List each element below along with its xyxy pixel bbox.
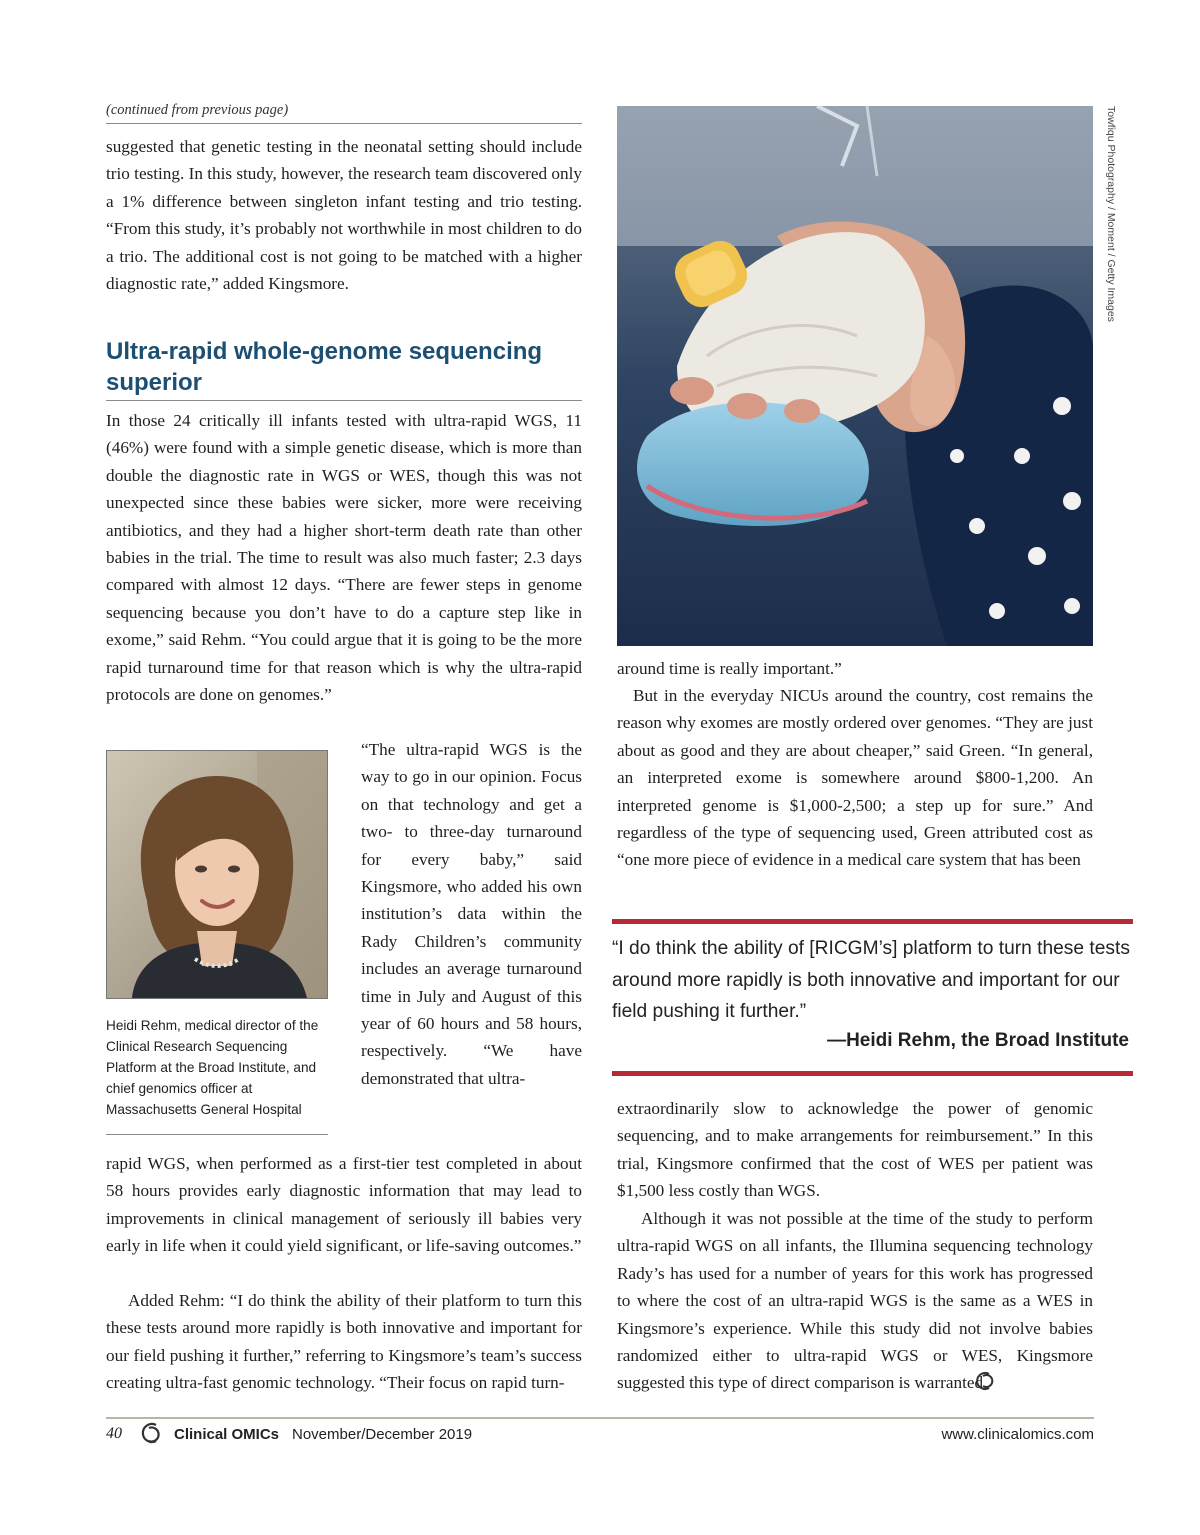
hero-photo <box>617 106 1093 646</box>
body-paragraph: around time is really important.” <box>617 659 842 678</box>
body-paragraph: But in the everyday NICUs around the country, cost remains the reason why exomes are mostly ordered over genomes. “They are just about as good and they are about cheaper,” said Green. “In general, an interpreted exome is somewhere around $800-1,200. An interpreted genome is $1,000-2,500; a step up for sure.” And regardless of the type of sequencing used, Green attributed cost as “one more piece of evidence in a medical care system that has been <box>617 686 1093 870</box>
pullquote-attribution: —Heidi Rehm, the Broad Institute <box>827 1030 1129 1051</box>
page-footer <box>106 1424 1094 1448</box>
continued-label: (continued from previous page) <box>106 102 582 124</box>
website-link[interactable]: www.clinicalomics.com <box>941 1426 1094 1443</box>
brand-name: Clinical OMICs <box>174 1426 280 1443</box>
portrait-illustration <box>107 751 327 998</box>
body-paragraph: rapid WGS, when performed as a first-tier test completed in about 58 hours provides early diagnostic information that may lead to improvements in clinical management of seriously ill babies very early in life when it could yield significant, or life-saving outcomes.” <box>106 1154 582 1256</box>
photo-credit: Towfiqu Photography / Moment / Getty Images <box>1105 106 1117 322</box>
body-paragraph: In those 24 critically ill infants tested with ultra-rapid WGS, 11 (46%) were found with a simple genetic disease, which is more than double the diagnostic rate in WGS or WES, though this was not unexpected since these babies were sicker, more were receiving antibiotics, and they had a higher short-term death rate than other babies in the trial. The time to result was also much faster; 2.3 days compared with almost 12 days. “There are fewer steps in genome sequencing because you don’t have to do a capture step like in exome,” said Rehm. “You could argue that it is going to be the more rapid turnaround time for that reason which is why the ultra-rapid protocols are done on genomes.” <box>106 411 582 705</box>
body-paragraph: “The ultra-rapid WGS is the way to go in our opinion. Focus on that technology and get a two- to three-day turnaround for every baby,” said Kingsmore, who added his own institution’s data within the Rady Children’s community includes an average turnaround time in July and August of this year of 60 hours and 58 hours, respectively. “We have demonstrated that ultra- <box>361 740 582 1088</box>
pullquote-text: “I do think the ability of [RICGM’s] platform to turn these tests around more rapidly is both innovative and important for our field pushing it further.” <box>612 938 1130 1022</box>
portrait-caption: Heidi Rehm, medical director of the Clinical Research Sequencing Platform at the Broad Institute, and chief genomics officer at Massachusetts General Hospital <box>106 1015 328 1135</box>
section-heading: Ultra-rapid whole-genome sequencing superior <box>106 336 582 401</box>
page-number: 40 <box>106 1425 122 1442</box>
portrait-photo <box>106 750 328 999</box>
pullquote-rule-bottom <box>612 1071 1133 1076</box>
brand-logo-icon <box>138 1421 168 1447</box>
pullquote-rule-top <box>612 919 1133 924</box>
infant-iv-illustration <box>617 106 1093 646</box>
issue-date: November/December 2019 <box>292 1426 473 1443</box>
body-paragraph: suggested that genetic testing in the neonatal setting should include trio testing. In this study, however, the research team discovered only a 1% difference between singleton infant testing and trio testing. “From this study, it’s probably not worthwhile in most children to do a trio. The additional cost is not going to be matched with a higher diagnostic rate,” added Kingsmore. <box>106 137 582 294</box>
footer-rule <box>106 1417 1094 1419</box>
end-mark-icon <box>973 1370 999 1392</box>
body-paragraph: Added Rehm: “I do think the ability of their platform to turn this these tests around more rapidly is both innovative and important for our field pushing it further,” referring to Kingsmore’s team’s success creating ultra-fast genomic technology. “Their focus on rapid turn- <box>106 1291 582 1393</box>
body-paragraph: extraordinarily slow to acknowledge the power of genomic sequencing, and to make arrangements for reimbursement.” In this trial, Kingsmore confirmed that the cost of WES per patient was $1,500 less costly than WGS. <box>617 1099 1093 1201</box>
body-paragraph: Although it was not possible at the time of the study to perform ultra-rapid WGS on all infants, the Illumina sequencing technology Rady’s has used for a number of years for this work has progressed to where the cost of an ultra-rapid WGS is the same as a WES in Kingsmore’s experience. While this study did not involve babies randomized either to ultra-rapid WGS or WES, Kingsmore suggested this type of direct comparison is warranted. <box>617 1209 1093 1393</box>
